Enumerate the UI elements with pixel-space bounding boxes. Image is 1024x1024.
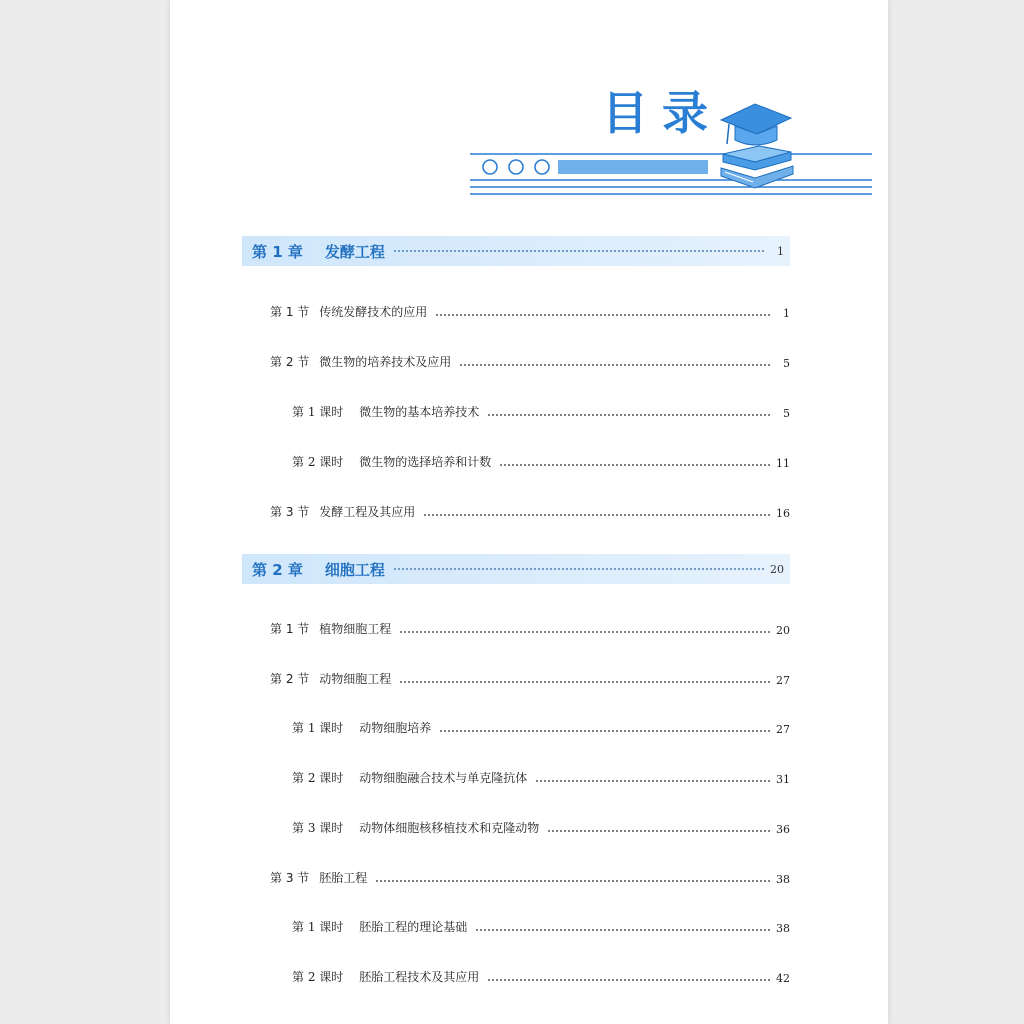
toc-lesson[interactable] (242, 915, 790, 935)
page-number: 20 (770, 562, 784, 576)
toc-lesson[interactable] (242, 400, 790, 420)
entry-title: 植物细胞工程 (319, 622, 392, 636)
page-number: 16 (776, 507, 790, 520)
entry-title: 动物细胞融合技术与单克隆抗体 (359, 771, 528, 785)
page-number: 42 (776, 972, 790, 985)
page-number: 20 (776, 624, 790, 637)
dot-leader (399, 681, 770, 683)
dot-leader (423, 514, 770, 516)
dot-leader (459, 364, 770, 366)
header-decoration-bar (466, 150, 886, 200)
page-number: 1 (777, 244, 784, 258)
entry-title: 胚胎工程技术及其应用 (359, 970, 480, 984)
page-number: 36 (776, 823, 790, 836)
toc-section[interactable] (242, 617, 790, 637)
page-number: 31 (776, 773, 790, 786)
entry-title: 发酵工程及其应用 (319, 505, 416, 519)
entry-title: 微生物的培养技术及应用 (319, 355, 452, 369)
toc-lesson[interactable] (242, 816, 790, 836)
page-number: 27 (776, 723, 790, 736)
entry-title: 微生物的基本培养技术 (359, 405, 480, 419)
entry-number: 第 3 节 (270, 505, 310, 519)
toc-section[interactable] (242, 866, 790, 886)
entry-number: 第 2 节 (270, 355, 310, 369)
page-number: 5 (783, 407, 790, 420)
entry-number: 第 1 课时 (292, 721, 344, 735)
toc-chapter-2[interactable] (242, 554, 790, 584)
entry-number: 第 3 节 (270, 871, 310, 885)
entry-number: 第 2 课时 (292, 970, 344, 984)
dot-leader (439, 730, 770, 732)
dot-leader (393, 568, 764, 570)
page-title: 目录 (602, 86, 722, 140)
entry-number: 第 1 课时 (292, 920, 344, 934)
entry-number: 第 2 章 (252, 560, 303, 579)
entry-number: 第 1 章 (252, 242, 303, 261)
dot-leader (399, 631, 770, 633)
graduation-cap-books-icon (715, 96, 795, 196)
entry-number: 第 2 节 (270, 672, 310, 686)
dot-leader (487, 414, 770, 416)
page-number: 11 (776, 457, 790, 470)
entry-number: 第 2 课时 (292, 771, 344, 785)
toc-chapter-1[interactable] (242, 236, 790, 266)
dot-leader (435, 314, 770, 316)
dot-leader (499, 464, 770, 466)
toc-section[interactable] (242, 300, 790, 320)
dot-leader (487, 979, 770, 981)
entry-number: 第 2 课时 (292, 455, 344, 469)
toc-section[interactable] (242, 350, 790, 370)
entry-number: 第 1 课时 (292, 405, 344, 419)
entry-title: 传统发酵技术的应用 (319, 305, 428, 319)
dot-leader (535, 780, 770, 782)
toc-section[interactable] (242, 667, 790, 687)
document-page (170, 0, 888, 1024)
entry-title: 动物体细胞核移植技术和克隆动物 (359, 821, 540, 835)
toc-lesson[interactable] (242, 766, 790, 786)
dot-leader (393, 250, 764, 252)
entry-number: 第 1 节 (270, 622, 310, 636)
page-number: 38 (776, 873, 790, 886)
entry-number: 第 3 课时 (292, 821, 344, 835)
toc-section[interactable] (242, 500, 790, 520)
entry-title: 细胞工程 (324, 560, 385, 579)
entry-title: 胚胎工程 (319, 871, 368, 885)
toc-lesson[interactable] (242, 450, 790, 470)
dot-leader (475, 929, 770, 931)
dot-leader (547, 830, 770, 832)
page-number: 5 (783, 357, 790, 370)
entry-title: 微生物的选择培养和计数 (359, 455, 492, 469)
entry-title: 动物细胞培养 (359, 721, 432, 735)
toc-lesson[interactable] (242, 716, 790, 736)
toc-header (170, 0, 888, 220)
page-number: 27 (776, 674, 790, 687)
entry-title: 发酵工程 (324, 242, 385, 261)
entry-number: 第 1 节 (270, 305, 310, 319)
toc-lesson[interactable] (242, 965, 790, 985)
entry-title: 动物细胞工程 (319, 672, 392, 686)
page-number: 38 (776, 922, 790, 935)
entry-title: 胚胎工程的理论基础 (359, 920, 468, 934)
dot-leader (375, 880, 770, 882)
page-number: 1 (783, 307, 790, 320)
